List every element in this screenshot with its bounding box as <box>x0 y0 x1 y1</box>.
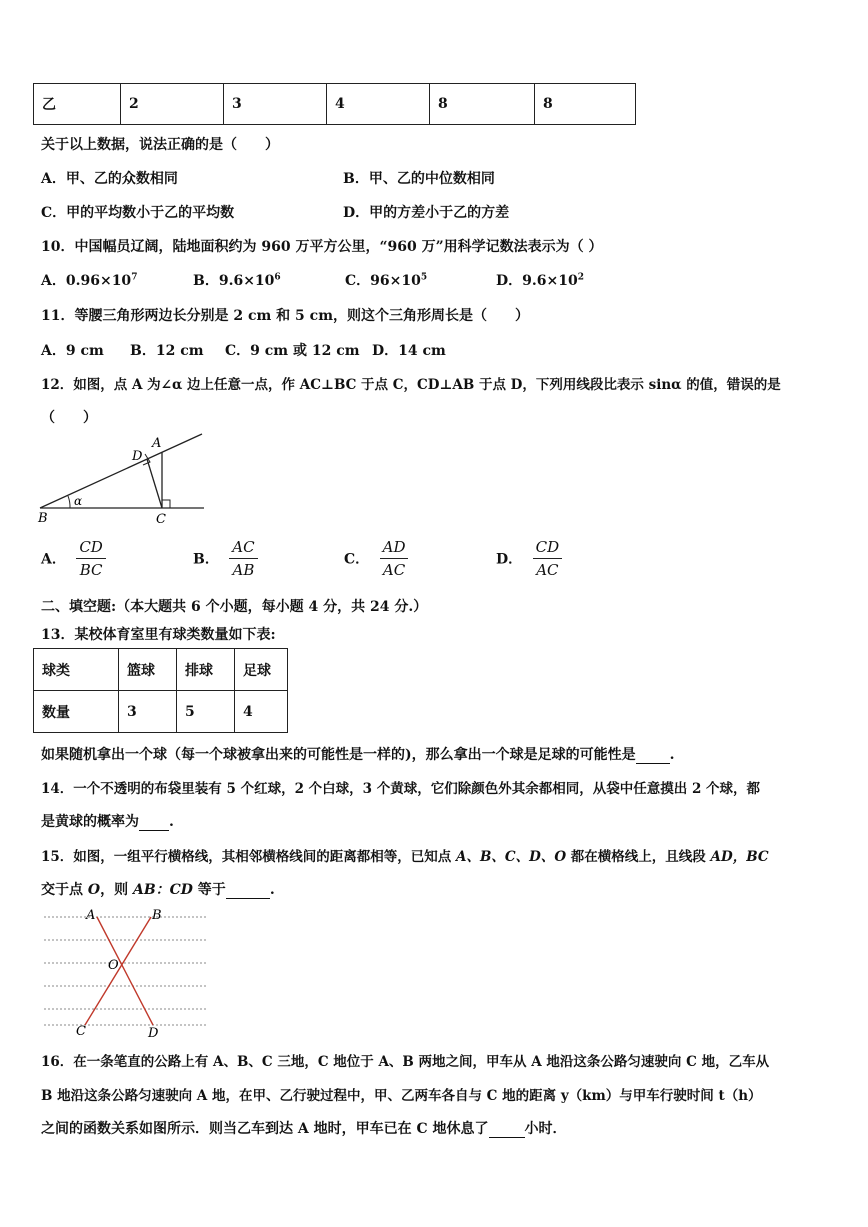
label-b: B <box>152 908 162 923</box>
exponent: 5 <box>420 272 428 283</box>
label-alpha: α <box>74 494 83 508</box>
label-a: A <box>86 908 96 923</box>
q12-option-c <box>344 536 408 581</box>
label-c: C <box>156 512 166 527</box>
q10-stem: 10．中国幅员辽阔，陆地面积约为 960 万平方公里，“960 万”用科学记数法表示为（ ） <box>41 239 603 255</box>
q15-segments: AD，BC <box>710 849 769 865</box>
q12-triangle-figure <box>34 428 214 528</box>
fraction <box>229 536 257 581</box>
label-a: A <box>152 436 162 451</box>
q10-option-d <box>496 270 584 290</box>
q11-stem: 11．等腰三角形两边长分别是 2 cm 和 5 cm，则这个三角形周长是（ ） <box>41 308 530 324</box>
data-table-yi <box>33 83 636 125</box>
q13-end: . <box>669 747 675 763</box>
fraction <box>76 536 106 581</box>
table-cell: 乙 <box>34 84 121 125</box>
table-cell: 8 <box>535 84 636 125</box>
q10-option-b <box>193 270 281 290</box>
label-d: D <box>148 1026 159 1040</box>
table-header-cell: 篮球 <box>119 649 177 691</box>
table-header-cell: 排球 <box>177 649 235 691</box>
answer-blank <box>139 814 169 831</box>
q10-option-a <box>41 270 137 290</box>
label-b: B <box>38 511 48 526</box>
q13-stem: 13．某校体育室里有球类数量如下表: <box>41 627 276 643</box>
numerator: AC <box>229 536 257 559</box>
q13-question <box>41 744 675 764</box>
table-cell: 8 <box>430 84 535 125</box>
q15-point-o: O <box>87 882 101 898</box>
q15-line2 <box>41 879 275 899</box>
q11-option-d: D．14 cm <box>372 343 446 359</box>
q16-end: 小时． <box>524 1121 567 1137</box>
q15-ratio: AB：CD <box>132 882 193 898</box>
option-letter: B． <box>193 551 219 568</box>
label-c: C <box>76 1024 86 1039</box>
table-cell: 3 <box>119 691 177 733</box>
q12-option-d <box>496 536 562 581</box>
label-o: O <box>108 958 119 973</box>
q15-text: 都在横格线上，且线段 <box>566 849 711 865</box>
q13-question-text: 如果随机拿出一个球（每一个球被拿出来的可能性是一样的)，那么拿出一个球是足球的可能性是 <box>41 747 636 763</box>
q16-line3-text: 之间的函数关系如图所示．则当乙车到达 A 地时，甲车已在 C 地休息了 <box>41 1121 489 1137</box>
q9-option-a: A．甲、乙的众数相同 <box>41 171 178 187</box>
q12-option-b <box>193 536 258 581</box>
ball-count-table <box>33 648 288 733</box>
q11-option-a: A．9 cm <box>41 343 104 359</box>
denominator: AC <box>382 561 406 579</box>
table-header-cell: 足球 <box>235 649 288 691</box>
answer-blank <box>226 882 270 899</box>
option-base: B．9.6×10 <box>193 273 275 289</box>
numerator: CD <box>533 536 563 559</box>
q15-end: . <box>269 882 275 898</box>
q16-line3 <box>41 1118 567 1138</box>
q9-option-b: B．甲、乙的中位数相同 <box>343 171 495 187</box>
table-cell: 4 <box>235 691 288 733</box>
q14-line1: 14．一个不透明的布袋里装有 5 个红球，2 个白球，3 个黄球，它们除颜色外其余都相同，从袋中任意摸出 2 个球，都 <box>41 781 761 797</box>
table-cell: 数量 <box>34 691 119 733</box>
q14-line2 <box>41 811 174 831</box>
option-base: C．96×10 <box>345 273 421 289</box>
table-header-cell: 球类 <box>34 649 119 691</box>
q12-stem-paren: （ ） <box>41 410 97 426</box>
q15-text: 等于 <box>192 882 226 898</box>
option-base: A．0.96×10 <box>41 273 132 289</box>
option-letter: D． <box>496 551 523 568</box>
q12-stem: 12．如图，点 A 为∠α 边上任意一点，作 AC⊥BC 于点 C，CD⊥AB 于点 D，下列用线段比表示 sinα 的值，错误的是 <box>41 377 781 393</box>
q9-option-d: D．甲的方差小于乙的方差 <box>343 205 510 221</box>
q15-points: A、B、C、D、O <box>456 849 567 865</box>
q10-option-c <box>345 270 427 290</box>
q11-option-b: B．12 cm <box>130 343 204 359</box>
option-base: D．9.6×10 <box>496 273 578 289</box>
numerator: AD <box>380 536 409 559</box>
table-cell: 2 <box>121 84 224 125</box>
q14-end: . <box>169 814 174 830</box>
q15-text: ，则 <box>100 882 133 898</box>
fraction <box>380 536 409 581</box>
numerator: CD <box>76 536 106 559</box>
label-d: D <box>132 449 143 464</box>
q16-line1: 16．在一条笔直的公路上有 A、B、C 三地，C 地位于 A、B 两地之间，甲车从 A 地沿这条公路匀速驶向 C 地，乙车从 <box>41 1054 770 1070</box>
q15-text: 交于点 <box>41 882 88 898</box>
q9-option-c: C．甲的平均数小于乙的平均数 <box>41 205 235 221</box>
q9-stem: 关于以上数据，说法正确的是（ ） <box>41 137 279 153</box>
answer-blank <box>489 1121 525 1138</box>
q12-option-a <box>41 536 106 581</box>
q11-option-c: C．9 cm 或 12 cm <box>225 343 360 359</box>
table-cell: 5 <box>177 691 235 733</box>
option-letter: C． <box>344 551 370 568</box>
exponent: 2 <box>577 272 584 283</box>
section-heading: 二、填空题:（本大题共 6 个小题，每小题 4 分，共 24 分.） <box>41 599 428 615</box>
denominator: AC <box>536 561 559 579</box>
table-cell: 4 <box>327 84 430 125</box>
q15-line1 <box>41 845 769 865</box>
q15-text: 15．如图，一组平行横格线，其相邻横格线间的距离都相等，已知点 <box>41 849 456 865</box>
denominator: BC <box>79 561 103 579</box>
option-letter: A． <box>41 551 66 568</box>
q16-line2: B 地沿这条公路匀速驶向 A 地，在甲、乙行驶过程中，甲、乙两车各自与 C 地的距离 y（km）与甲车行驶时间 t（h） <box>41 1088 762 1104</box>
exponent: 6 <box>274 272 281 283</box>
answer-blank <box>636 747 670 764</box>
q14-line2-text: 是黄球的概率为 <box>41 814 139 830</box>
q15-parallel-lines-figure <box>38 905 213 1040</box>
table-cell: 3 <box>224 84 327 125</box>
denominator: AB <box>232 561 255 579</box>
exponent: 7 <box>131 272 138 283</box>
fraction <box>533 536 563 581</box>
